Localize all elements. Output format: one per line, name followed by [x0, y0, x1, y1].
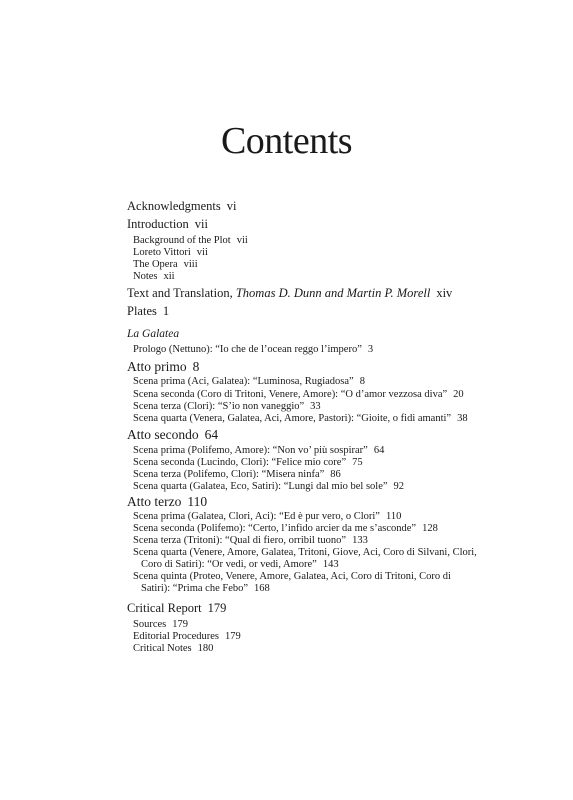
toc-label: The Opera	[133, 259, 178, 270]
toc-authors: Thomas D. Dunn and Martin P. Morell	[235, 286, 431, 300]
toc-scene[interactable]	[133, 547, 477, 560]
toc-label: Scena prima (Galatea, Clori, Aci): “Ed è pur vero, o Clori”	[133, 511, 380, 522]
toc-label: Acknowledgments	[127, 199, 221, 213]
toc-label: Scena seconda (Polifemo): “Certo, l’infido arcier da me s’asconde”	[133, 523, 417, 534]
page-title: Contents	[220, 120, 353, 162]
toc-page: 179	[225, 631, 241, 642]
toc-label: Atto secondo	[127, 427, 199, 442]
toc-subentry-loreto-vittori[interactable]	[133, 247, 208, 260]
toc-act-primo[interactable]	[127, 359, 199, 375]
toc-page: vii	[196, 247, 208, 258]
toc-subentry-editorial-procedures[interactable]	[133, 631, 241, 644]
toc-label: Scena quarta (Venera, Galatea, Aci, Amore, Pastori): “Gioite, o fidi amanti”	[133, 413, 452, 424]
toc-entry-critical-report[interactable]	[127, 601, 226, 616]
toc-label: Scena quinta (Proteo, Venere, Amore, Galatea, Aci, Coro di Tritoni, Coro di	[133, 571, 451, 582]
toc-page: xii	[163, 271, 175, 282]
toc-page: 92	[393, 481, 405, 492]
toc-label: Scena quarta (Venere, Amore, Galatea, Tritoni, Giove, Aci, Coro di Silvani, Clori,	[133, 547, 477, 558]
toc-label: Editorial Procedures	[133, 631, 220, 642]
toc-scene[interactable]	[133, 571, 451, 584]
toc-scene[interactable]	[133, 523, 438, 536]
toc-page: 64	[204, 427, 219, 442]
toc-scene[interactable]	[133, 535, 368, 548]
toc-page: 8	[359, 376, 365, 387]
toc-scene-continued[interactable]	[141, 583, 270, 596]
toc-label: Coro di Satiri): “Or vedi, or vedi, Amore”	[141, 559, 317, 570]
toc-page: 3	[367, 344, 374, 355]
toc-label: Scena terza (Tritoni): “Qual di fiero, orribil tuono”	[133, 535, 347, 546]
toc-label: Atto primo	[127, 359, 187, 374]
toc-entry-text-translation[interactable]	[127, 286, 452, 301]
toc-page: 110	[385, 511, 402, 522]
toc-label: Notes	[133, 271, 158, 282]
toc-entry-acknowledgments[interactable]	[127, 199, 236, 214]
toc-subentry-critical-notes[interactable]	[133, 643, 213, 656]
toc-page: 38	[457, 413, 468, 424]
toc-scene[interactable]	[133, 445, 384, 458]
toc-label: Text and Translation,	[127, 286, 233, 300]
toc-label: Plates	[127, 304, 157, 318]
toc-page: vi	[226, 199, 237, 213]
opera-title-text: La Galatea	[127, 328, 180, 340]
toc-page: 179	[172, 619, 188, 630]
toc-act-secondo[interactable]	[127, 427, 218, 443]
toc-label: Scena terza (Clori): “S’io non vaneggio”	[133, 401, 305, 412]
toc-page: vii	[236, 235, 248, 246]
toc-label: Critical Report	[127, 601, 202, 615]
toc-label: Scena prima (Polifemo, Amore): “Non vo’ più sospirar”	[133, 445, 368, 456]
toc-label: Critical Notes	[133, 643, 192, 654]
toc-page: 33	[310, 401, 321, 412]
toc-page: 168	[254, 583, 270, 594]
toc-label: Scena seconda (Coro di Tritoni, Venere, Amore): “O d’amor vezzosa diva”	[133, 389, 448, 400]
toc-label: Scena prima (Aci, Galatea): “Luminosa, Rugiadosa”	[133, 376, 354, 387]
toc-scene[interactable]	[133, 376, 365, 389]
toc-page: 133	[352, 535, 368, 546]
toc-page: 20	[453, 389, 464, 400]
toc-label: Background of the Plot	[133, 235, 231, 246]
toc-page: 110	[187, 494, 208, 509]
toc-label: Scena seconda (Lucindo, Clori): “Felice mio core”	[133, 457, 347, 468]
toc-scene[interactable]	[133, 413, 468, 426]
toc-label: Sources	[133, 619, 167, 630]
toc-page: 8	[192, 359, 200, 374]
toc-page: 143	[322, 559, 339, 570]
toc-page: 180	[197, 643, 214, 654]
toc-label: Prologo (Nettuno): “Io che de l’ocean reggo l’impero”	[133, 344, 362, 355]
toc-label: Atto terzo	[127, 494, 182, 509]
toc-page: xiv	[436, 286, 453, 300]
toc-page: vii	[194, 217, 208, 231]
toc-scene[interactable]	[133, 457, 363, 470]
opera-title	[127, 327, 179, 342]
toc-entry-prologo[interactable]	[133, 344, 373, 357]
toc-label: Scena quarta (Galatea, Eco, Satiri): “Lungi dal mio bel sole”	[133, 481, 388, 492]
toc-scene[interactable]	[133, 389, 464, 402]
toc-subentry-background[interactable]	[133, 235, 248, 248]
toc-label: Introduction	[127, 217, 189, 231]
toc-scene[interactable]	[133, 469, 341, 482]
toc-label: Satiri): “Prima che Febo”	[141, 583, 249, 594]
toc-label: Loreto Vittori	[133, 247, 191, 258]
toc-page: 75	[352, 457, 363, 468]
toc-entry-introduction[interactable]	[127, 217, 208, 232]
toc-entry-plates[interactable]	[127, 304, 169, 319]
toc-subentry-sources[interactable]	[133, 619, 188, 632]
toc-page: viii	[183, 259, 198, 270]
toc-page: 1	[162, 304, 170, 318]
toc-scene-continued[interactable]	[141, 559, 339, 572]
toc-subentry-the-opera[interactable]	[133, 259, 198, 272]
toc-page: 128	[422, 523, 438, 534]
toc-label: Scena terza (Polifemo, Clori): “Misera ninfa”	[133, 469, 325, 480]
toc-page: 179	[207, 601, 227, 615]
toc-act-terzo[interactable]	[127, 494, 207, 510]
toc-page: 86	[330, 469, 341, 480]
toc-scene[interactable]	[133, 401, 321, 414]
toc-scene[interactable]	[133, 481, 404, 494]
toc-page: 64	[373, 445, 385, 456]
toc-scene[interactable]	[133, 511, 401, 524]
toc-subentry-notes[interactable]	[133, 271, 175, 284]
